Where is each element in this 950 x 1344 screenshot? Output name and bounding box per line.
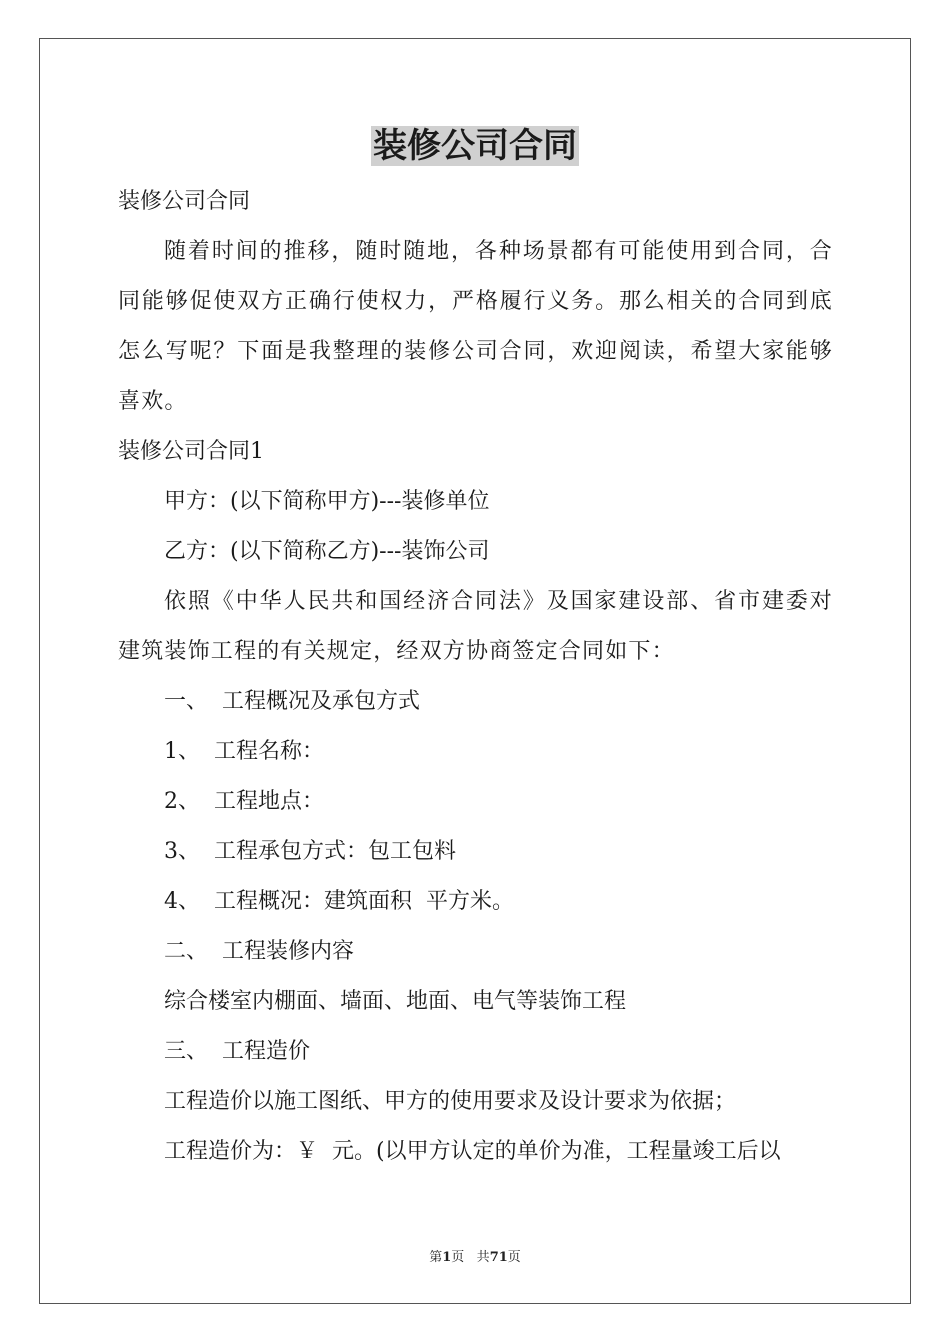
section-2-heading: 二、 工程装修内容 [164, 939, 354, 964]
page-footer [0, 1249, 950, 1267]
decoration-content-line: 综合楼室内棚面、墙面、地面、电气等装饰工程 [164, 989, 627, 1014]
total-pages: 71 [489, 1250, 508, 1265]
party-b-line: 乙方：(以下简称乙方)---装饰公司 [164, 539, 490, 564]
document-title [0, 124, 950, 168]
page-label-suffix: 页 [451, 1250, 465, 1265]
intro-paragraph: 随着时间的推移，随时随地，各种场景都有可能使用到合同，合同能够促使双方正确行使权力，严格履行义务。那么相关的合同到底怎么写呢？下面是我整理的装修公司合同，欢迎阅读，希望大家能够喜欢。 [118, 239, 833, 414]
total-label-suffix: 页 [507, 1250, 521, 1265]
party-a-line: 甲方：(以下简称甲方)---装修单位 [164, 489, 490, 514]
cost-basis-line: 工程造价以施工图纸、甲方的使用要求及设计要求为依据； [164, 1089, 737, 1114]
total-label-prefix: 共 [476, 1250, 490, 1265]
section-3-heading: 三、 工程造价 [164, 1039, 310, 1064]
item-project-overview: 4、 工程概况：建筑面积 平方米。 [164, 889, 514, 914]
legal-basis-paragraph: 依照《中华人民共和国经济合同法》及国家建设部、省市建委对建筑装饰工程的有关规定，经双方协商签定合同如下： [118, 589, 833, 664]
document-title-text: 装修公司合同 [373, 126, 577, 166]
section-1-heading: 一、 工程概况及承包方式 [164, 689, 420, 714]
page-number: 1 [442, 1250, 452, 1265]
item-project-name: 1、 工程名称： [164, 739, 324, 764]
document-body [118, 177, 833, 1177]
subtitle: 装修公司合同 [118, 189, 251, 214]
cost-amount-line: 工程造价为：￥ 元。(以甲方认定的单价为准，工程量竣工后以 [164, 1139, 781, 1164]
item-project-location: 2、 工程地点： [164, 789, 324, 814]
page-label-prefix: 第 [429, 1250, 443, 1265]
contract-heading: 装修公司合同1 [118, 439, 264, 464]
item-contract-method: 3、 工程承包方式：包工包料 [164, 839, 456, 864]
